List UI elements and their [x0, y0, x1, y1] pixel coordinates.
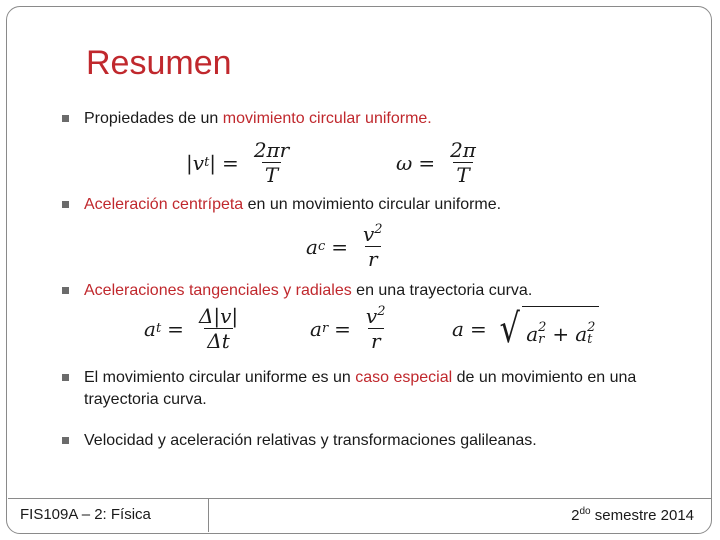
equation-tangential-velocity: | v t | = $\frac{2\pi r}{T}$: [186, 138, 292, 187]
fraction: [196, 304, 241, 353]
semester-ordinal: do: [579, 506, 591, 517]
denominator: r: [368, 328, 384, 353]
footer-course: FIS109A – 2: Física: [20, 506, 151, 523]
bullet-3: [62, 280, 682, 302]
numerator: [363, 304, 389, 328]
numerator: [360, 222, 386, 246]
numerator: 2π: [450, 138, 476, 162]
slide-title: Resumen: [86, 44, 232, 82]
bullet-text-plain: en una trayectoria curva.: [351, 282, 533, 299]
eq-var: a: [575, 321, 588, 346]
bullet-text-plain: en un movimiento circular uniforme.: [243, 196, 502, 213]
eq-var: a: [144, 316, 156, 341]
bullet-marker: [62, 287, 69, 294]
bullet-1: [62, 108, 682, 130]
fraction: [447, 138, 479, 187]
bullet-text-highlight: caso especial: [355, 369, 453, 386]
semester-number: 2: [571, 507, 580, 524]
eq-var: ω: [396, 150, 413, 175]
eq-var: v: [362, 222, 375, 246]
eq-sub: t: [587, 331, 593, 347]
equation-tangential-acceleration: a t = $\frac{\Delta|v|}{\Delta t}$: [144, 304, 241, 353]
denominator: T: [262, 162, 281, 187]
bullet-text: Velocidad y aceleración relativas y transformaciones galileanas.: [84, 432, 537, 449]
bullet-text-highlight: Aceleraciones tangenciales y radiales: [84, 282, 352, 299]
eq-var: v: [365, 304, 378, 328]
semester-text: semestre 2014: [590, 507, 694, 524]
eq-var: a: [310, 316, 322, 341]
eq-var: a: [306, 234, 318, 259]
bullet-marker: [62, 115, 69, 122]
eq-var: a: [526, 321, 539, 346]
eq-sub: r: [321, 321, 329, 336]
bullet-marker: [62, 201, 69, 208]
denominator: r: [365, 246, 381, 271]
fraction: [251, 138, 292, 187]
bullet-text-plain: de un movimiento en una trayectoria curva.: [84, 369, 637, 408]
eq-sub: c: [317, 239, 326, 254]
radicand: a 2 r + a 2 t: [522, 306, 599, 352]
bullet-marker: [62, 437, 69, 444]
bullet-5: [62, 430, 682, 452]
footer-semester: [571, 506, 694, 524]
denominator: Δt: [204, 328, 232, 353]
equation-radial-acceleration: a r = $\frac{v^2}{r}$: [310, 304, 389, 353]
eq-sub: t: [204, 155, 210, 170]
bullet-4: [62, 367, 682, 411]
eq-var: v: [192, 150, 205, 175]
denominator: T: [453, 162, 472, 187]
square-root: [497, 306, 600, 352]
bullet-text: [84, 280, 682, 302]
equation-total-acceleration: a = √ a 2 r + a 2 t: [452, 306, 599, 352]
bullet-text-plain: Propiedades de un: [84, 110, 223, 127]
bullet-text: [84, 367, 682, 411]
equation-centripetal-acceleration: a c = $\frac{v^2}{r}$: [306, 222, 386, 271]
eq-exp: 2: [587, 319, 596, 335]
numerator: Δ|v|: [198, 304, 239, 328]
fraction: [363, 304, 389, 353]
bullet-marker: [62, 374, 69, 381]
eq-var: a: [452, 317, 464, 341]
radical-sign: √: [499, 306, 520, 352]
bullet-text-plain: El movimiento circular uniforme es un: [84, 369, 356, 386]
numerator: 2πr: [253, 138, 290, 162]
eq-sub: t: [155, 321, 162, 336]
bullet-text-highlight: Aceleración centrípeta: [84, 196, 244, 213]
bullet-text-highlight: movimiento circular uniforme.: [222, 110, 432, 127]
bullet-text: [84, 194, 682, 216]
bullet-2: [62, 194, 682, 216]
bullet-text: [84, 108, 682, 130]
eq-exp: 2: [538, 319, 547, 335]
equation-angular-velocity: ω = $\frac{2\pi}{T}$: [396, 138, 479, 187]
fraction: [360, 222, 386, 271]
eq-exp: 2: [374, 222, 383, 237]
eq-exp: 2: [377, 304, 386, 319]
eq-sub: r: [538, 331, 545, 347]
